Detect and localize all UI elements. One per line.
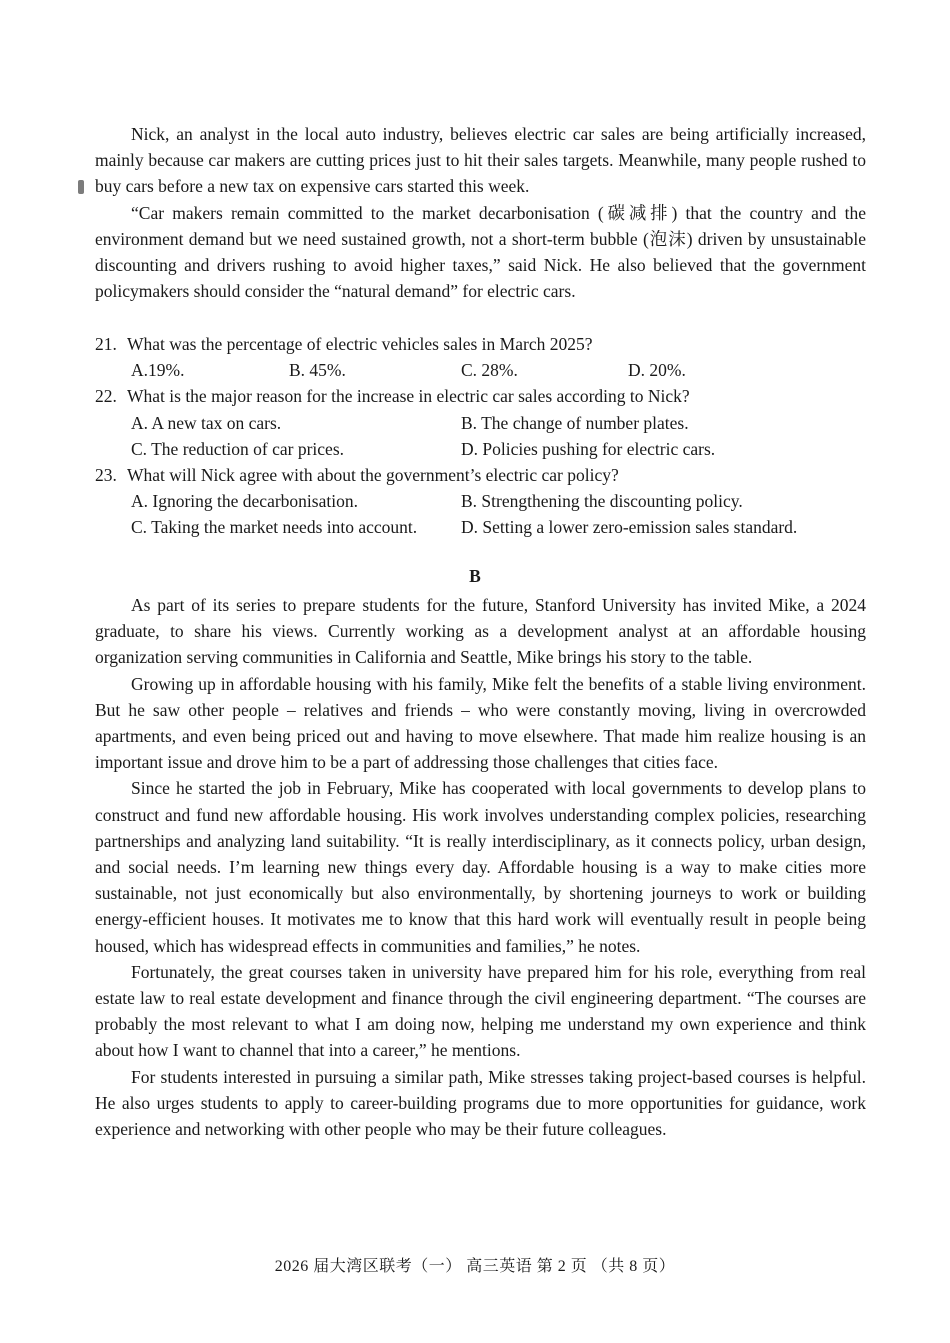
question-number: 22.: [95, 386, 117, 407]
option-b: B. Strengthening the discounting policy.: [461, 491, 743, 512]
option-b: B. 45%.: [289, 360, 346, 381]
option-d: D. 20%.: [628, 360, 686, 381]
page-footer: 2026 届大湾区联考（一） 高三英语 第 2 页 （共 8 页）: [274, 1258, 676, 1275]
paragraph: Since he started the job in February, Mike has cooperated with local governments to develop plans to construct and fund new affordable housing. His work involves understanding complex policies, researching partnerships and analyzing land suitability. “It is really interdisciplinary, as it connects policy, urban design, and social needs. I’m learning new things every day. Affordable housing is a way to make cities more sustainable, not just economically but also environmentally, by shortening journeys to work or building energy-efficient houses. It motivates me to know that this hard work will eventually result in people being housed, which has widespread effects in communities and families,” he notes.: [95, 778, 866, 956]
passage-a: [95, 121, 866, 304]
question-text: What was the percentage of electric vehicles sales in March 2025?: [127, 334, 593, 354]
paragraph: Fortunately, the great courses taken in university have prepared him for his role, everything from real estate law to real estate development and finance through the civil engineering department. “The courses are probably the most relevant to what I am doing now, helping me understand my own experience and think about how I want to channel that into a career,” he mentions.: [95, 961, 866, 1061]
option-c: C. 28%.: [461, 360, 518, 381]
options-row: [95, 488, 866, 514]
paragraph: Nick, an analyst in the local auto industry, believes electric car sales are being artificially increased, mainly because car makers are cutting prices just to hit their sales targets. Meanwhile, many people rushed to buy cars before a new tax on expensive cars started this week.: [95, 124, 866, 197]
section-heading: B: [469, 566, 481, 586]
question-number: 23.: [95, 464, 117, 485]
options-row: [95, 514, 866, 540]
option-a: A.19%.: [131, 360, 185, 381]
option-c: C. The reduction of car prices.: [131, 438, 344, 459]
question-text: What will Nick agree with about the government’s electric car policy?: [127, 464, 619, 485]
question-23: [95, 462, 866, 488]
paragraph: Growing up in affordable housing with his family, Mike felt the benefits of a stable living environment. But he saw other people – relatives and friends – who were constantly moving, living in overcrowded apartments, and even being priced out and having to move elsewhere. That made him realize housing is an important issue and drove him to be a part of addressing those challenges that cities face.: [95, 673, 866, 773]
question-text: What is the major reason for the increase in electric car sales according to Nick?: [127, 386, 690, 407]
scan-mark: [78, 180, 84, 194]
question-number: 21.: [95, 334, 117, 354]
paragraph: “Car makers remain committed to the market decarbonisation (碳减排) that the country and the environment demand but we need sustained growth, not a short-term bubble (泡沫) driven by unsustainable discounting and drivers rushing to avoid higher taxes,” said Nick. He also believed that the government policymakers should consider the “natural demand” for electric cars.: [95, 202, 866, 302]
option-d: D. Setting a lower zero-emission sales standard.: [461, 517, 798, 538]
option-d: D. Policies pushing for electric cars.: [461, 438, 716, 459]
option-c: C. Taking the market needs into account.: [131, 517, 418, 538]
passage-b: [95, 592, 866, 1142]
option-a: A. A new tax on cars.: [131, 412, 282, 433]
paragraph: For students interested in pursuing a similar path, Mike stresses taking project-based courses is helpful. He also urges students to apply to career-building programs due to more opportunities for guidance, work experience and networking with other people who may be their future colleagues.: [95, 1066, 866, 1140]
option-b: B. The change of number plates.: [461, 412, 689, 433]
options-row: [95, 436, 866, 462]
options-row: [95, 357, 866, 383]
question-21: [95, 331, 866, 357]
question-22: [95, 383, 866, 409]
option-a: A. Ignoring the decarbonisation.: [131, 491, 358, 512]
questions: [95, 331, 866, 541]
options-row: [95, 410, 866, 436]
paragraph: As part of its series to prepare students for the future, Stanford University has invited Mike, a 2024 graduate, to share his views. Currently working as a development analyst at an affordable housing organization serving communities in California and Seattle, Mike brings his story to the table.: [95, 595, 866, 668]
